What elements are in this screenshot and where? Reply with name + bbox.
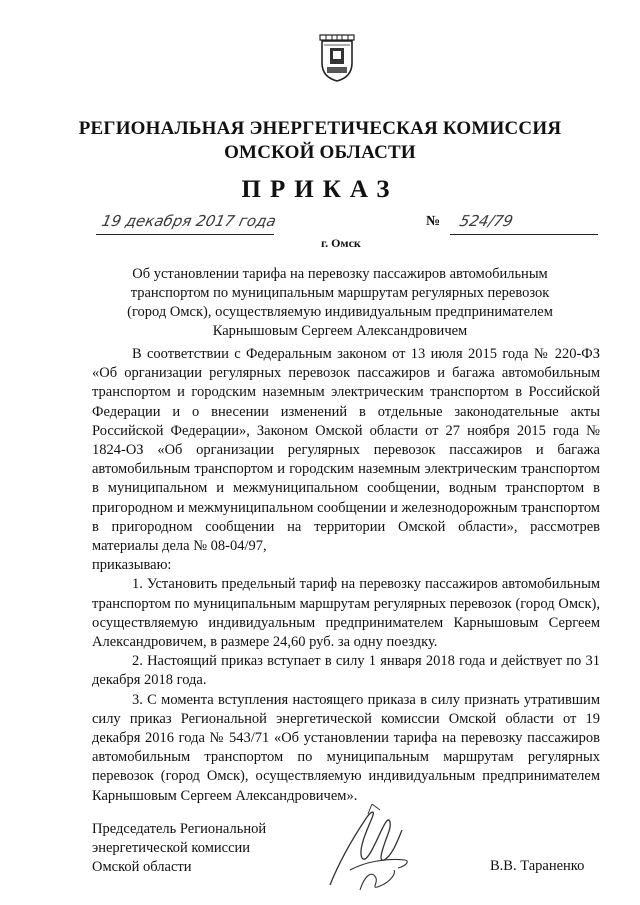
document-type-title: ПРИКАЗ — [241, 176, 399, 203]
order-item-1: 1. Установить предельный тариф на перевозку пассажиров автомобильным транспортом по муниципальным маршрутам регулярных перевозок (город Омск), осуществляемую индивидуальным предпринимателем Карнышовым Сергеем Александровичем, в размере 24,60 руб. за одну поездку. — [92, 576, 600, 651]
coat-of-arms-icon — [318, 33, 356, 83]
order-subject — [110, 265, 570, 341]
signatory-name: В.В. Тараненко — [490, 858, 585, 874]
number-label: № — [426, 214, 441, 229]
signatory-title-line: Омской области — [92, 859, 192, 875]
subject-line: транспортом по муниципальным маршрутам регулярных перевозок — [130, 285, 550, 301]
number-field — [450, 212, 598, 235]
subject-line: Карнышовым Сергеем Александровичем — [212, 323, 468, 339]
signature-icon — [310, 800, 440, 895]
city: г. Омск — [321, 236, 361, 250]
preamble-paragraph: В соответствии с Федеральным законом от 13 июля 2015 года № 220-ФЗ «Об организации регулярных перевозок пассажиров и багажа автомобильным транспортом и городским наземным электрическим транспортом в Российской Федерации и о внесении изменений в отдельные законодательные акты Российской Федерации», Законом Омской области от 27 ноября 2015 года № 1824-ОЗ «Об организации регулярных перевозок пассажиров и багажа автомобильным транспортом и городским наземным электрическим транспортом в муниципальном и межмуниципальном сообщении, водным транспортом в пригородном и межмуниципальном сообщении и железнодорожным транспортом в пригородном сообщении на территории Омской области», рассмотрев материалы дела № 08-04/97, — [92, 346, 600, 555]
subject-line: (город Омск), осуществляемую индивидуальным предпринимателем — [127, 304, 553, 320]
signatory-title — [92, 820, 266, 877]
signatory-title-line: энергетической комиссии — [92, 840, 251, 856]
subject-line: Об установлении тарифа на перевозку пассажиров автомобильным — [132, 266, 548, 282]
organization-name-line2: ОМСКОЙ ОБЛАСТИ — [224, 142, 416, 163]
signatory-title-line: Председатель Региональной — [92, 821, 267, 837]
order-word: приказываю: — [92, 557, 172, 574]
handwritten-number: 524/79 — [458, 212, 515, 230]
order-item-2: 2. Настоящий приказ вступает в силу 1 января 2018 года и действует по 31 декабря 2018 года. — [92, 653, 600, 689]
organization-name-line1: РЕГИОНАЛЬНАЯ ЭНЕРГЕТИЧЕСКАЯ КОМИССИЯ — [78, 118, 562, 139]
handwritten-date: 19 декабря 2017 года — [100, 212, 278, 230]
date-field — [96, 212, 278, 235]
order-item-3: 3. С момента вступления настоящего приказа в силу признать утратившим силу приказ Региональной энергетической комиссии Омской области от 19 декабря 2016 года № 543/71 «Об установлении тарифа на перевозку пассажиров автомобильным транспортом по муниципальным маршрутам регулярных перевозок (город Омск), осуществляемую индивидуальным предпринимателем Карнышовым Сергеем Александровичем». — [92, 691, 600, 804]
order-body — [92, 345, 600, 806]
